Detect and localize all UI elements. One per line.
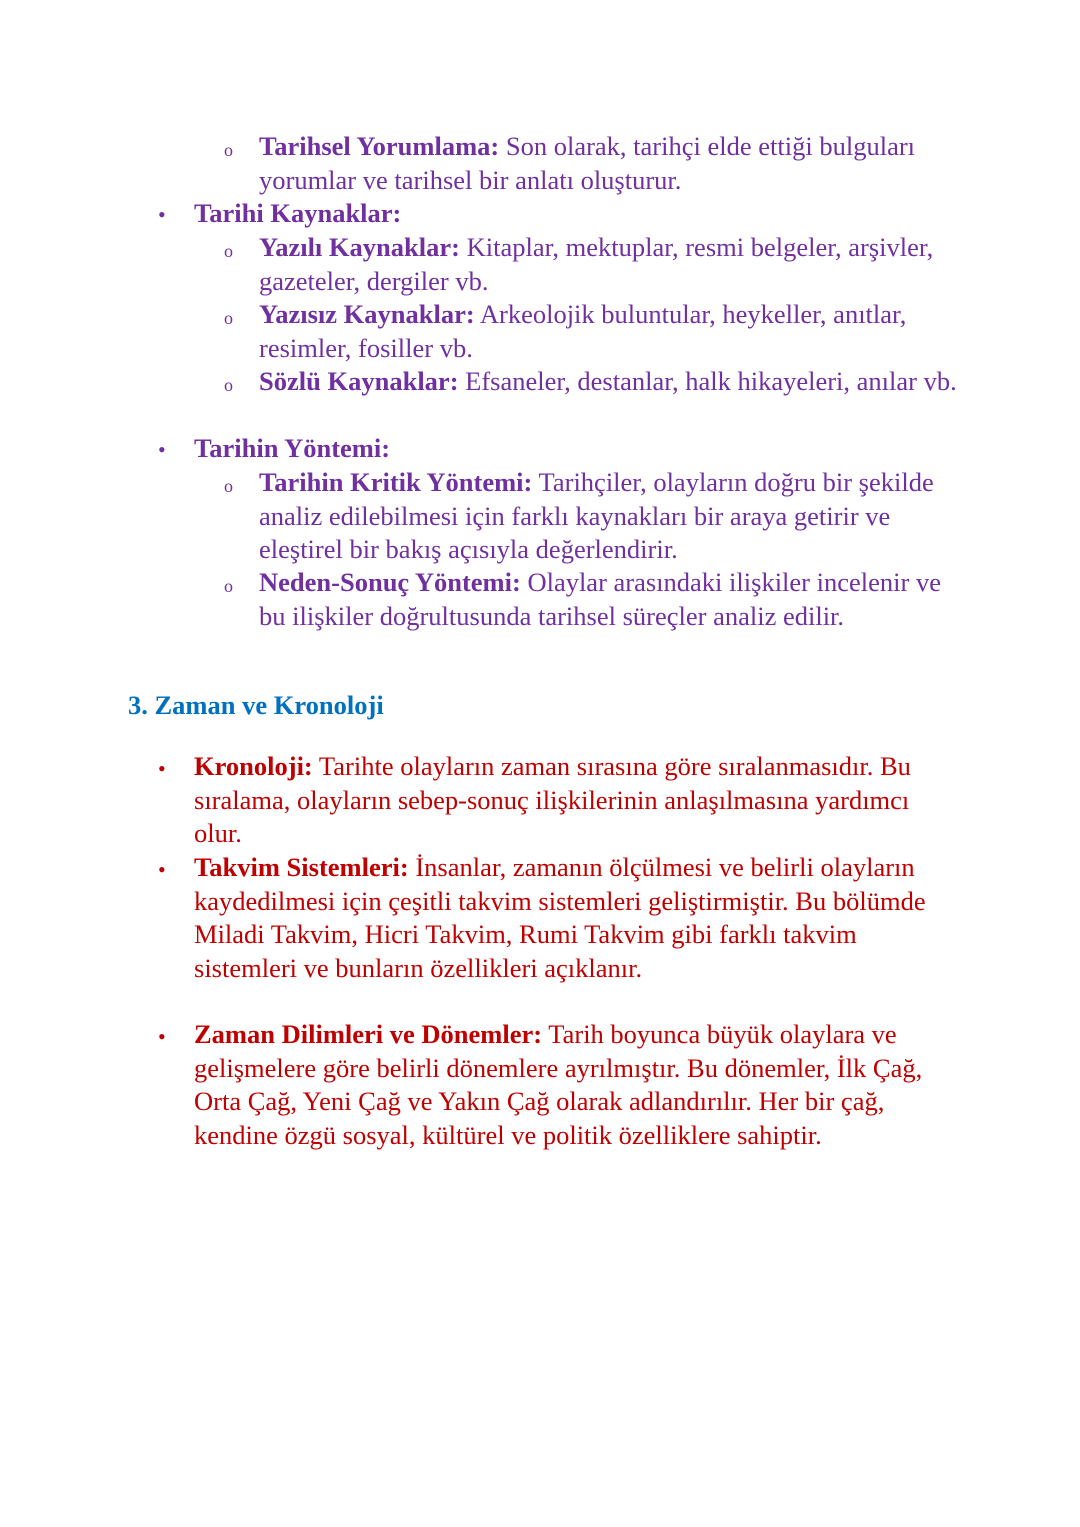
item-text: Tarihte olayların zaman sırasına göre sıralanmasıdır. Bu sıralama, olayların sebep-sonuç ilişkilerinin anlaşılmasına yardımcı olur. <box>194 751 911 848</box>
section-heading: 3. Zaman ve Kronoloji <box>128 690 384 720</box>
list-item-yazili-kaynaklar <box>259 231 959 298</box>
item-text: İnsanlar, zamanın ölçülmesi ve belirli olayların kaydedilmesi için çeşitli takvim sistemleri geliştirmiştir. Bu bölümde Miladi Takvim, Hicri Takvim, Rumi Takvim gibi farklı takvim sistemleri ve bunların özellikleri açıklanır. <box>194 852 926 983</box>
list-item-yazisiz-kaynaklar <box>259 298 959 365</box>
item-text: Efsaneler, destanlar, halk hikayeleri, anılar vb. <box>465 366 957 396</box>
list-item-neden-sonuc <box>259 566 959 633</box>
list-item-kronoloji <box>194 750 954 851</box>
item-label: Sözlü Kaynaklar: <box>259 366 459 396</box>
item-text: Son olarak, tarihçi elde ettiği bulguları yorumlar ve tarihsel bir anlatı oluşturur. <box>259 131 916 195</box>
bullet-marker: • <box>158 1024 166 1049</box>
list-item-kritik-yontem <box>259 466 959 567</box>
bullet-marker: • <box>158 202 166 227</box>
sub-bullet-marker: o <box>224 476 233 496</box>
item-label: Tarihsel Yorumlama: <box>259 131 500 161</box>
sub-bullet-marker: o <box>224 576 233 596</box>
item-label: Yazısız Kaynaklar: <box>259 299 475 329</box>
item-label: Yazılı Kaynaklar: <box>259 232 460 262</box>
item-label: Zaman Dilimleri ve Dönemler: <box>194 1019 543 1049</box>
list-item-takvim-sistemleri <box>194 851 954 985</box>
item-label: Neden-Sonuç Yöntemi: <box>259 567 521 597</box>
sub-bullet-marker: o <box>224 140 233 160</box>
sub-bullet-marker: o <box>224 241 233 261</box>
list-item-sozlu-kaynaklar <box>259 365 959 399</box>
item-label: Tarihi Kaynaklar: <box>194 198 402 228</box>
item-text: Tarihçiler, olayların doğru bir şekilde analiz edilebilmesi için farklı kaynakları bir araya getirir ve eleştirel bir bakış açısıyla değerlendirir. <box>259 467 934 564</box>
item-text: Olaylar arasındaki ilişkiler incelenir ve bu ilişkiler doğrultusunda tarihsel süreçler analiz edilir. <box>259 567 941 631</box>
item-label: Kronoloji: <box>194 751 313 781</box>
item-text: Arkeolojik buluntular, heykeller, anıtlar, resimler, fosiller vb. <box>259 299 907 363</box>
list-item-zaman-dilimleri <box>194 1018 954 1152</box>
item-label: Tarihin Yöntemi: <box>194 433 391 463</box>
bullet-marker: • <box>158 857 166 882</box>
sub-bullet-marker: o <box>224 308 233 328</box>
bullet-marker: • <box>158 437 166 462</box>
list-item-tarihin-yontemi <box>194 432 954 466</box>
item-label: Takvim Sistemleri: <box>194 852 409 882</box>
bullet-marker: • <box>158 756 166 781</box>
item-label: Tarihin Kritik Yöntemi: <box>259 467 533 497</box>
sub-bullet-marker: o <box>224 375 233 395</box>
item-text: Tarih boyunca büyük olaylara ve gelişmelere göre belirli dönemlere ayrılmıştır. Bu dönemler, İlk Çağ, Orta Çağ, Yeni Çağ ve Yakın Çağ olarak adlandırılır. Her bir çağ, kendine özgü sosyal, kültürel ve politik özelliklere sahiptir. <box>194 1019 923 1150</box>
list-item-tarihi-kaynaklar <box>194 197 954 231</box>
list-item-tarihsel-yorumlama <box>259 130 959 197</box>
item-text: Kitaplar, mektuplar, resmi belgeler, arşivler, gazeteler, dergiler vb. <box>259 232 934 296</box>
